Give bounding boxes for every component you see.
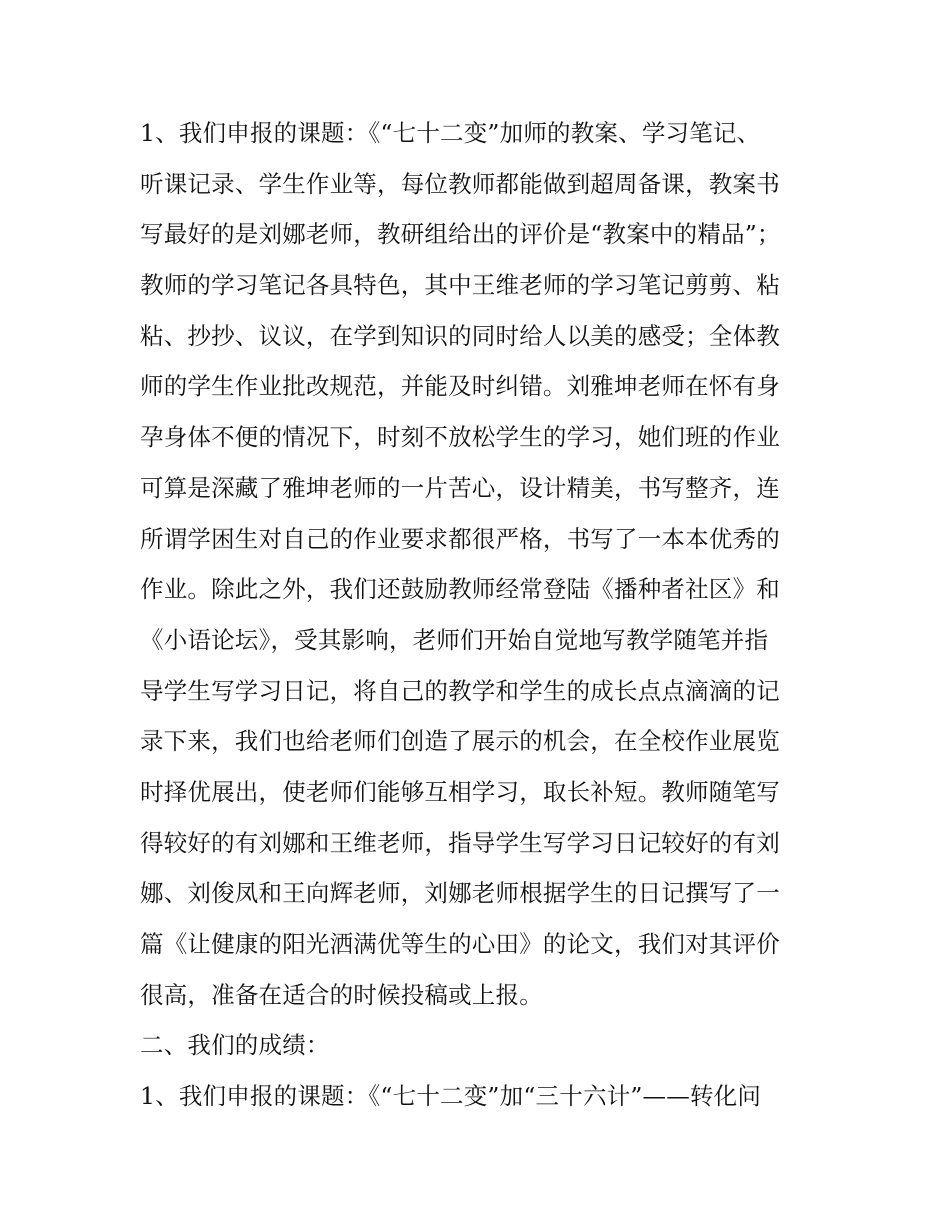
text-line: 篇《让健康的阳光洒满优等生的心田》的论文，我们对其评价 <box>140 930 780 958</box>
text-line: 粘、抄抄、议议，在学到知识的同时给人以美的感受；全体教 <box>140 321 780 350</box>
text-line: 可算是深藏了雅坤老师的一片苦心，设计精美，书写整齐，连 <box>140 473 780 502</box>
text-line: 作业。除此之外，我们还鼓励教师经常登陆《播种者社区》和 <box>140 575 780 604</box>
text-line: 导学生写学习日记，将自己的教学和学生的成长点点滴滴的记 <box>140 676 780 705</box>
text-line: 娜、刘俊凤和王向辉老师，刘娜老师根据学生的日记撰写了一 <box>140 879 780 908</box>
text-line: 所谓学困生对自己的作业要求都很严格，书写了一本本优秀的 <box>140 524 780 553</box>
text-line: 写最好的是刘娜老师，教研组给出的评价是“教案中的精品”； <box>140 220 781 249</box>
text-line: 听课记录、学生作业等，每位教师都能做到超周备课，教案书 <box>140 169 780 198</box>
text-line: 《小语论坛》，受其影响，老师们开始自觉地写教学随笔并指 <box>140 625 769 654</box>
body-text <box>140 108 820 1122</box>
text-line: 1、我们申报的课题：《“七十二变”加师的教案、学习笔记、 <box>140 119 761 147</box>
text-line: 得较好的有刘娜和王维老师，指导学生写学习日记较好的有刘 <box>140 828 780 857</box>
text-line: 1、我们申报的课题：《“七十二变”加“三十六计”——转化问 <box>140 1082 762 1111</box>
text-line: 师的学生作业批改规范，并能及时纠错。刘雅坤老师在怀有身 <box>140 372 780 401</box>
text-line: 很高，准备在适合的时候投稿或上报。 <box>140 980 543 1009</box>
section-heading: 二、我们的成绩： <box>140 1031 330 1060</box>
text-line: 录下来，我们也给老师们创造了展示的机会，在全校作业展览 <box>140 727 780 756</box>
text-line: 时择优展出，使老师们能够互相学习，取长补短。教师随笔写 <box>140 777 780 806</box>
text-line: 孕身体不便的情况下，时刻不放松学生的学习，她们班的作业 <box>140 423 780 452</box>
text-line: 教师的学习笔记各具特色，其中王维老师的学习笔记剪剪、粘 <box>140 271 780 300</box>
